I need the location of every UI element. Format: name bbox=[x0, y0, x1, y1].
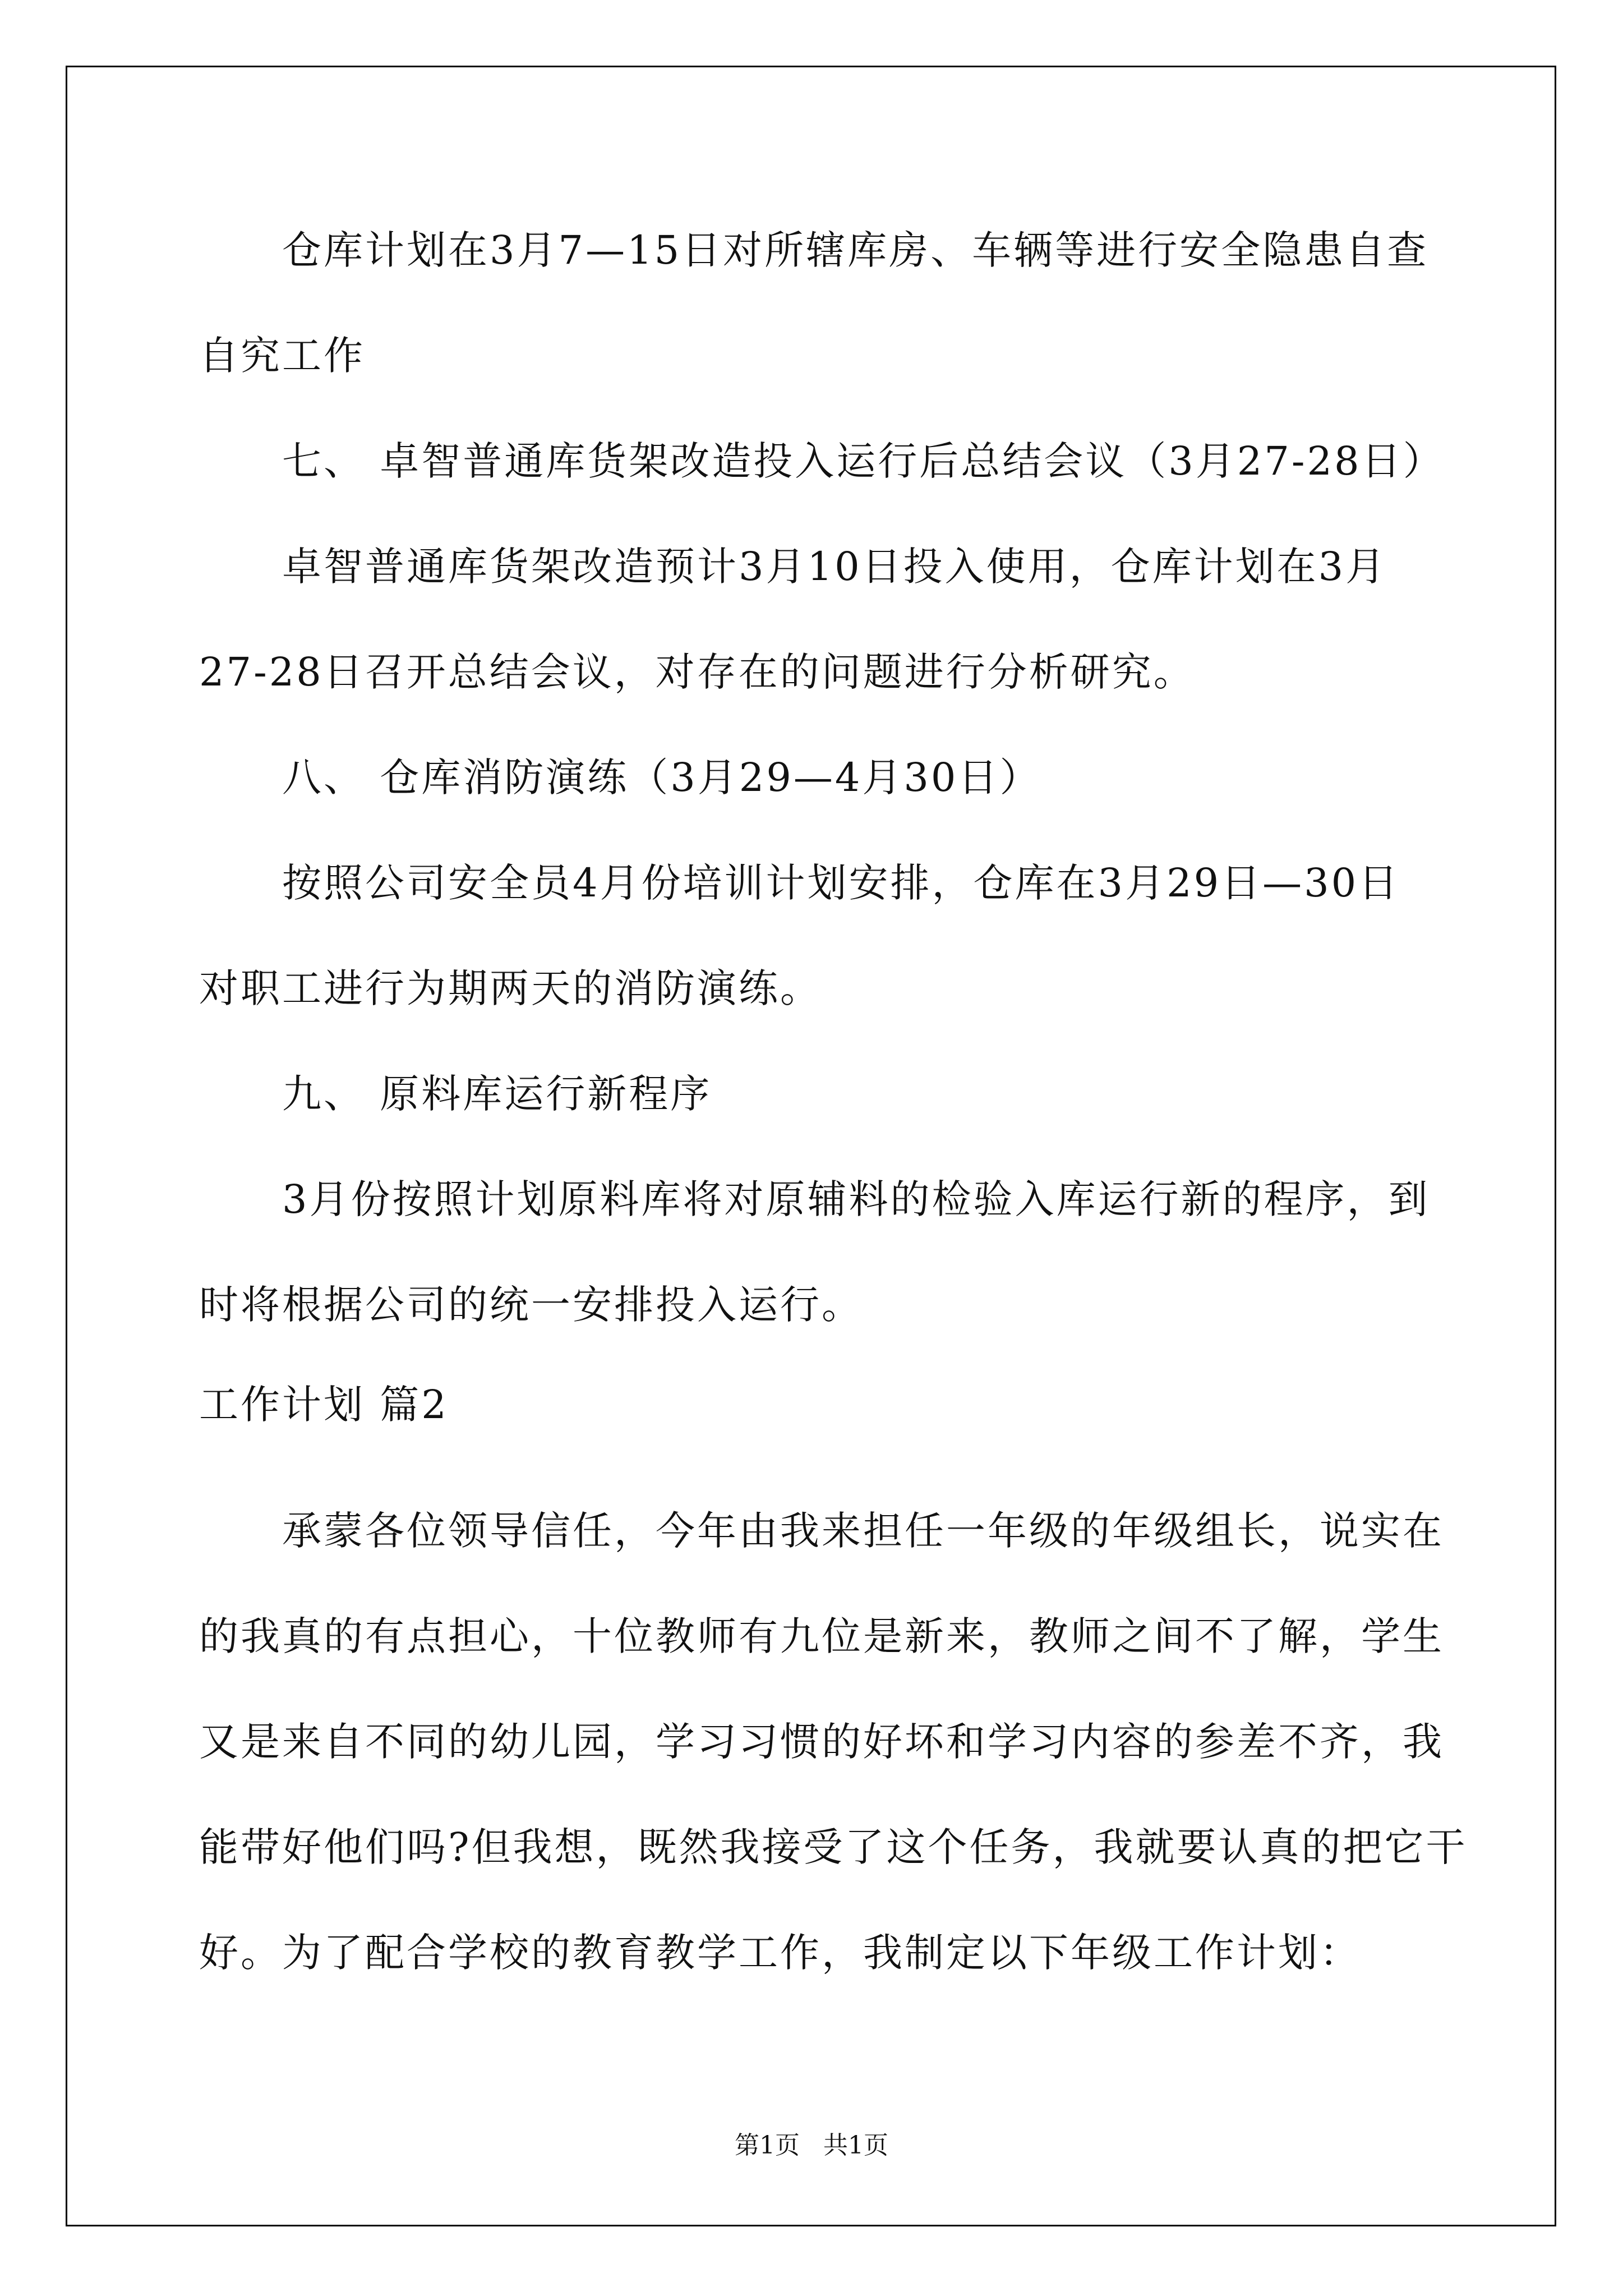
paragraph-line: 仓库计划在3月7—15日对所辖库房、车辆等进行安全隐患自查 bbox=[282, 227, 1429, 273]
page-footer bbox=[0, 2130, 1623, 2161]
paragraph-line: 27-28日召开总结会议，对存在的问题进行分析研究。 bbox=[199, 649, 1195, 695]
paragraph-line: 能带好他们吗?但我想，既然我接受了这个任务，我就要认真的把它干 bbox=[199, 1824, 1468, 1870]
paragraph-line: 承蒙各位领导信任，今年由我来担任一年级的年级组长，说实在 bbox=[282, 1508, 1444, 1554]
paragraph-line: 好。为了配合学校的教育教学工作，我制定以下年级工作计划： bbox=[199, 1930, 1361, 1976]
page-border bbox=[66, 66, 1556, 2226]
paragraph-line: 时将根据公司的统一安排投入运行。 bbox=[199, 1282, 863, 1328]
paragraph-line: 卓智普通库货架改造预计3月10日投入使用，仓库计划在3月 bbox=[282, 544, 1387, 590]
page-total: 共1页 bbox=[823, 2131, 888, 2160]
paragraph-line: 对职工进行为期两天的消防演练。 bbox=[199, 965, 822, 1011]
paragraph-line: 按照公司安全员4月份培训计划安排，仓库在3月29日—30日 bbox=[282, 860, 1400, 906]
section-heading-8: 八、 仓库消防演练（3月29—4月30日） bbox=[282, 754, 1041, 800]
paragraph-line: 自究工作 bbox=[199, 333, 365, 379]
section-heading-7: 七、 卓智普通库货架改造投入运行后总结会议（3月27-28日） bbox=[282, 438, 1445, 484]
paragraph-line: 又是来自不同的幼儿园，学习习惯的好坏和学习内容的参差不齐，我 bbox=[199, 1719, 1444, 1765]
paragraph-line: 的我真的有点担心，十位教师有九位是新来，教师之间不了解，学生 bbox=[199, 1613, 1444, 1659]
section-heading-9: 九、 原料库运行新程序 bbox=[282, 1071, 712, 1117]
page-number: 第1页 bbox=[735, 2131, 800, 2160]
paragraph-line: 3月份按照计划原料库将对原辅料的检验入库运行新的程序，到 bbox=[282, 1176, 1430, 1222]
article-title: 工作计划 篇2 bbox=[199, 1382, 449, 1428]
